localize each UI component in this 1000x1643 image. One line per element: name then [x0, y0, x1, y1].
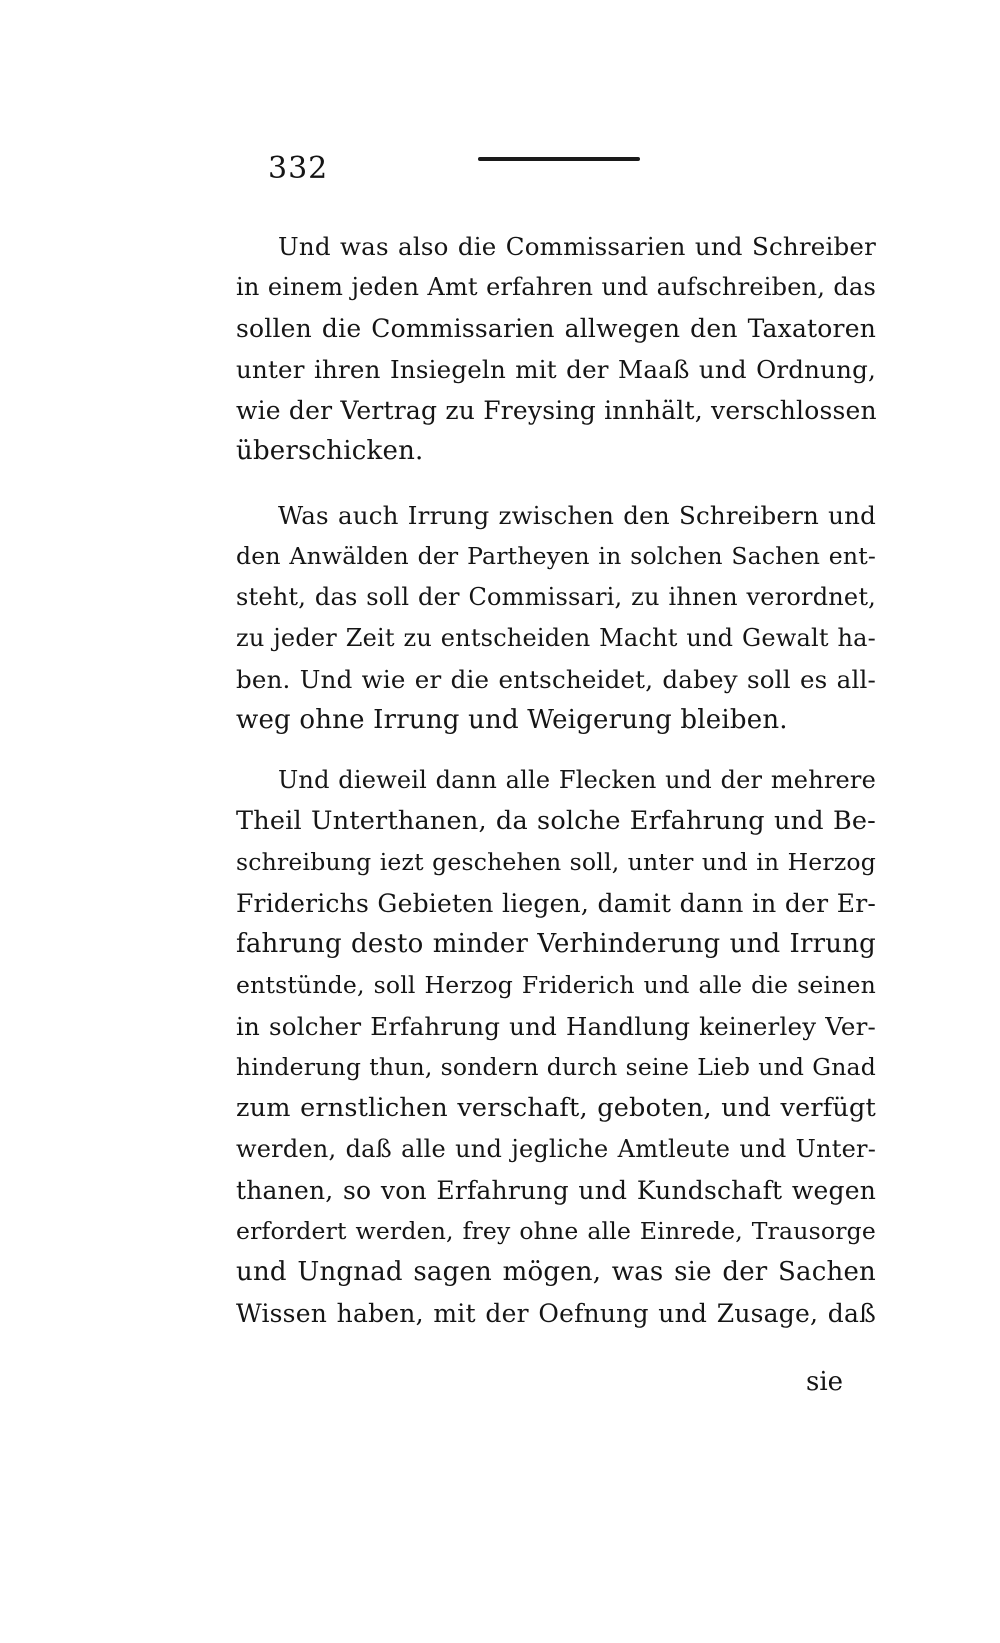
page-number: 332 — [268, 151, 329, 186]
text-line: thanen, so von Erfahrung und Kundschaft wegen — [236, 1176, 876, 1205]
text-line: hinderung thun, sondern durch seine Lieb und Gnad — [236, 1053, 876, 1081]
paragraph-1 — [236, 226, 876, 472]
text-line: Und dieweil dann alle Flecken und der mehrere — [278, 766, 876, 794]
text-line: zu jeder Zeit zu entscheiden Macht und Gewalt ha- — [236, 624, 876, 652]
text-line: Theil Unterthanen, da solche Erfahrung und Be- — [236, 806, 876, 836]
text-line: Friderichs Gebieten liegen, damit dann in der Er- — [236, 889, 876, 918]
paragraph-2 — [236, 495, 876, 741]
text-line: ben. Und wie er die entscheidet, dabey soll es all- — [236, 665, 876, 694]
text-line: erfordert werden, frey ohne alle Einrede, Trausorge — [236, 1217, 876, 1245]
text-line: Was auch Irrung zwischen den Schreibern und — [278, 501, 876, 530]
text-line: in solcher Erfahrung und Handlung keinerley Ver- — [236, 1012, 876, 1041]
text-line: Und was also die Commissarien und Schreiber — [278, 232, 876, 261]
text-line: steht, das soll der Commissari, zu ihnen verordnet, — [236, 583, 876, 611]
text-line: zum ernstlichen verschaft, geboten, und verfügt — [236, 1093, 876, 1123]
text-line: weg ohne Irrung und Weigerung bleiben. — [236, 705, 788, 735]
text-line: schreibung iezt geschehen soll, unter und in Herzog — [236, 848, 876, 876]
text-line: fahrung desto minder Verhinderung und Irrung — [236, 929, 876, 959]
text-line: werden, daß alle und jegliche Amtleute und Unter- — [236, 1135, 876, 1163]
text-line: Wissen haben, mit der Oefnung und Zusage, daß — [236, 1299, 876, 1328]
text-line: unter ihren Insiegeln mit der Maaß und Ordnung, — [236, 355, 876, 384]
text-line: sollen die Commissarien allwegen den Taxatoren — [236, 314, 876, 343]
text-line: entstünde, soll Herzog Friderich und alle die seinen — [236, 971, 876, 999]
text-line: in einem jeden Amt erfahren und aufschreiben, das — [236, 273, 876, 301]
paragraph-3 — [236, 760, 876, 1334]
text-line: den Anwälden der Partheyen in solchen Sachen ent- — [236, 542, 876, 570]
text-line: überschicken. — [236, 436, 424, 466]
text-line: wie der Vertrag zu Freysing innhält, verschlossen — [236, 396, 877, 425]
text-line: und Ungnad sagen mögen, was sie der Sachen — [236, 1257, 876, 1287]
header-rule — [478, 157, 640, 161]
catchword: sie — [806, 1367, 844, 1397]
